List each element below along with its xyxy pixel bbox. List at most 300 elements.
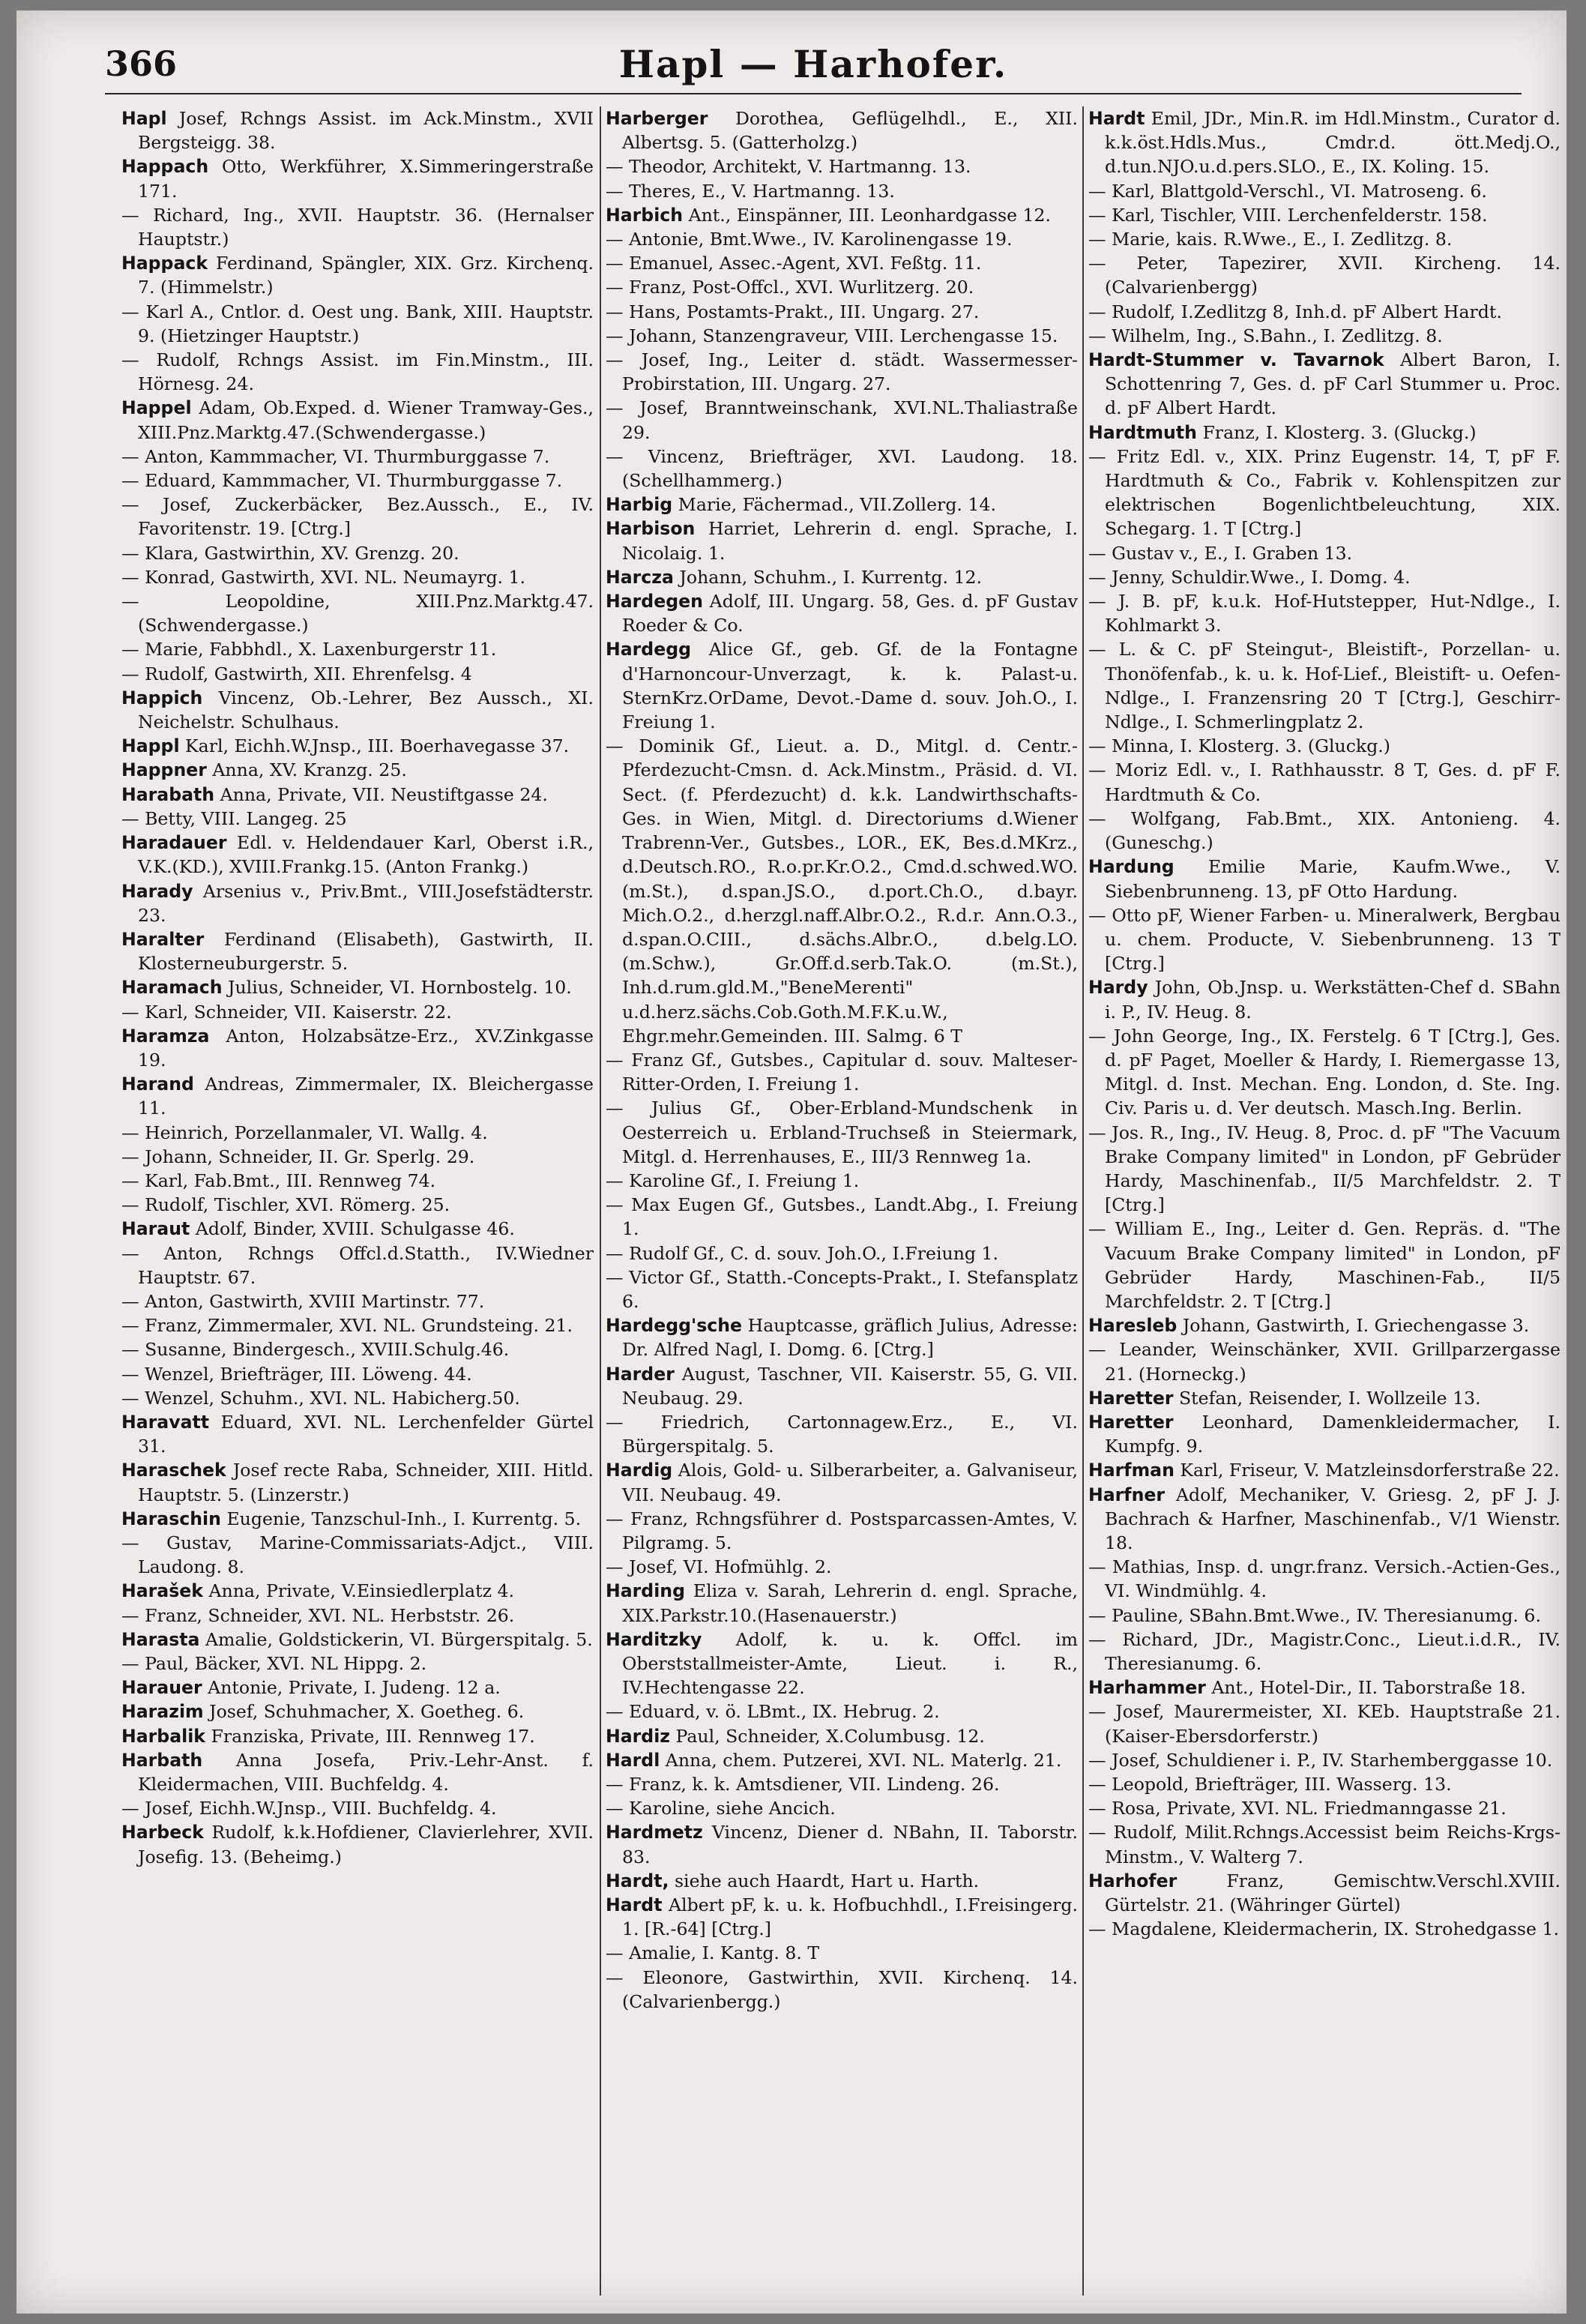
- entry-details: — L. & C. pF Steingut-, Bleistift-, Porzellan- u. Thonöfenfab., k. u. k. Hof-Lief., Bleistift- u. Oefen-Ndlge., I. Franzensring 20 T [Ctrg.], Geschirr-Ndlge., I. Schmerlingplatz 2.: [1088, 639, 1561, 733]
- entry-details: — Theodor, Architekt, V. Hartmanng. 13.: [606, 156, 971, 178]
- entry-surname: Haraut: [121, 1218, 190, 1240]
- entry-details: — Antonie, Bmt.Wwe., IV. Karolinengasse 19.: [606, 229, 1013, 250]
- entry-surname: Harfman: [1088, 1460, 1175, 1481]
- directory-entry: [121, 1289, 594, 1313]
- directory-entry: [121, 251, 594, 299]
- entry-details: Emilie Marie, Kaufm.Wwe., V. Siebenbrunneng. 13, pF Otto Hardung.: [1105, 856, 1561, 902]
- directory-entry: [121, 1217, 594, 1241]
- entry-surname: Happner: [121, 759, 207, 781]
- entry-details: Ferdinand, Spängler, XIX. Grz. Kirchenq. 7. (Himmelstr.): [138, 253, 594, 298]
- directory-entry: [121, 734, 594, 758]
- directory-entry: [1088, 975, 1561, 1023]
- directory-entry: [121, 927, 594, 975]
- directory-entry: [1088, 1483, 1561, 1556]
- directory-entry: [1088, 251, 1561, 299]
- directory-entry: [606, 1941, 1078, 1965]
- entry-details: Edl. v. Heldendauer Karl, Oberst i.R., V.K.(KD.), XVIII.Frankg.15. (Anton Frankg.): [138, 832, 594, 878]
- directory-entry: [1088, 1458, 1561, 1482]
- entry-surname: Hardegg: [606, 639, 691, 660]
- directory-entry: [121, 1676, 594, 1700]
- entry-details: Alois, Gold- u. Silberarbeiter, a. Galvaniseur, VII. Neubaug. 49.: [622, 1460, 1078, 1505]
- entry-details: — Karoline, siehe Anciсh.: [606, 1798, 836, 1819]
- entry-details: — Rudolf, Rchngs Assist. im Fin.Minstm., III. Hörnesg. 24.: [121, 349, 594, 395]
- entry-details: — Franz, k. k. Amtsdiener, VII. Lindeng. 26.: [606, 1774, 1000, 1795]
- entry-details: — Richard, Ing., XVII. Hauptstr. 36. (Hernalser Hauptstr.): [121, 204, 594, 250]
- entry-details: John, Ob.Jnsp. u. Werkstätten-Chef d. SBahn i. P., IV. Heug. 8.: [1105, 977, 1561, 1023]
- directory-entry: [1088, 1628, 1561, 1676]
- directory-entry: [121, 541, 594, 565]
- directory-entry: [121, 493, 594, 541]
- directory-entry: [606, 251, 1078, 275]
- entry-details: — Max Eugen Gf., Gutsbes., Landt.Abg., I. Freiung 1.: [606, 1194, 1078, 1240]
- entry-details: — Betty, VIII. Langeg. 25: [121, 807, 347, 829]
- directory-entry: [606, 445, 1078, 493]
- entry-details: Arsenius v., Priv.Bmt., VIII.Josefstädterstr. 23.: [138, 880, 594, 926]
- entry-details: Josef, Rchngs Assist. im Ack.Minstm., XVII Bergsteigg. 38.: [138, 108, 594, 154]
- directory-entry: [121, 1169, 594, 1193]
- entry-details: — Leopold, Briefträger, III. Wasserg. 13.: [1088, 1774, 1452, 1795]
- entry-details: Franziska, Private, III. Rennweg 17.: [211, 1725, 535, 1747]
- entry-surname: Harbeck: [121, 1822, 204, 1843]
- directory-entry: [121, 1507, 594, 1531]
- directory-entry: [1088, 106, 1561, 179]
- entry-details: — Anton, Gastwirth, XVIII Martinstr. 77.: [121, 1290, 485, 1312]
- entry-details: — Heinrich, Porzellanmaler, VI. Wallg. 4.: [121, 1122, 488, 1143]
- entry-surname: Harbig: [606, 494, 673, 516]
- entry-details: Andreas, Zimmermaler, IX. Bleichergasse 11.: [138, 1074, 594, 1119]
- column-divider: [600, 106, 601, 2296]
- directory-entry: [1088, 203, 1561, 227]
- entry-surname: Haraschin: [121, 1508, 221, 1529]
- directory-entry: [121, 106, 594, 154]
- directory-page: [16, 10, 1567, 2314]
- entry-details: — Franz, Post-Offcl., XVI. Wurlitzerg. 20.: [606, 277, 974, 298]
- entry-surname: Harasta: [121, 1628, 200, 1650]
- entry-details: — John George, Ing., IX. Ferstelg. 6 T [Ctrg.], Ges. d. pF Paget, Moeller & Hardy, I. Riemergasse 13, Mitgl. d. Inst. Mechan. Eng. London, d. Ste. Ing. Civ. Paris u. d. Ver deutsch. Masch.Ing. Berlin.: [1088, 1025, 1561, 1119]
- directory-entry: [606, 1410, 1078, 1458]
- directory-entry: [1088, 565, 1561, 589]
- entry-surname: Hardt,: [606, 1870, 669, 1891]
- directory-entry: [606, 1748, 1078, 1772]
- entry-surname: Happich: [121, 687, 203, 708]
- directory-entry: [121, 1458, 594, 1506]
- entry-details: — Klara, Gastwirthin, XV. Grenzg. 20.: [121, 542, 459, 564]
- directory-entry: [121, 1386, 594, 1410]
- entry-details: Johann, Schuhm., I. Kurrentg. 12.: [679, 566, 983, 588]
- entry-details: — Julius Gf., Ober-Erbland-Mundschenk in Oesterreich u. Erbland-Truchseß in Steiermark, Mitgl. d. Herrenhauses, E., III/3 Rennweg 1a.: [606, 1098, 1078, 1167]
- directory-entry: [606, 637, 1078, 734]
- entry-details: Stefan, Reisender, I. Wollzeile 13.: [1179, 1387, 1481, 1409]
- directory-entry: [606, 1893, 1078, 1941]
- directory-entry: [1088, 1337, 1561, 1385]
- entry-details: — Josef, Branntweinschank, XVI.NL.Thaliastraße 29.: [606, 397, 1078, 443]
- entry-details: — Susanne, Bindergesch., XVIII.Schulg.46.: [121, 1339, 510, 1361]
- entry-details: — Amalie, I. Kantg. 8. T: [606, 1942, 820, 1964]
- directory-entry: [121, 662, 594, 686]
- entry-details: Paul, Schneider, X.Columbusg. 12.: [675, 1725, 985, 1747]
- entry-details: Dorothea, Geflügelhdl., E., XII. Albertsg. 5. (Gatterholzg.): [622, 108, 1078, 154]
- directory-entry: [606, 565, 1078, 589]
- entry-surname: Happel: [121, 397, 192, 419]
- entry-surname: Harberger: [606, 108, 708, 129]
- entry-surname: Hardegen: [606, 591, 703, 612]
- entry-details: Amalie, Goldstickerin, VI. Bürgerspitalg. 5.: [205, 1628, 593, 1650]
- entry-details: August, Taschner, VII. Kaiserstr. 55, G. VII. Neubaug. 29.: [622, 1363, 1078, 1409]
- entry-surname: Hardtmuth: [1088, 421, 1197, 443]
- column-3: [1088, 106, 1561, 2296]
- entry-details: Julius, Schneider, VI. Hornbostelg. 10.: [228, 977, 572, 999]
- directory-entry: [606, 1362, 1078, 1410]
- entry-details: Alice Gf., geb. Gf. de la Fontagne d'Harnoncour-Unverzagt, k. k. Palast-u. SternKrz.OrDame, Devot.-Dame d. souv. Joh.O., I. Freiung 1.: [622, 639, 1078, 733]
- entry-details: — Karl A., Cntlor. d. Oest ung. Bank, XIII. Hauptstr. 9. (Hietzinger Hauptstr.): [121, 301, 594, 346]
- entry-details: — Josef, Maurermeister, XI. KEb. Hauptstraße 21. (Kaiser-Ebersdorferstr.): [1088, 1701, 1561, 1747]
- entry-details: — Paul, Bäcker, XVI. NL Hippg. 2.: [121, 1653, 427, 1674]
- directory-entry: [606, 517, 1078, 565]
- entry-details: Anna, chem. Putzerei, XVI. NL. Materlg. 21.: [665, 1749, 1062, 1771]
- directory-entry: [606, 300, 1078, 324]
- entry-details: — Karl, Fab.Bmt., III. Rennweg 74.: [121, 1169, 436, 1191]
- directory-entry: [1088, 1748, 1561, 1772]
- entry-surname: Hardmetz: [606, 1822, 703, 1843]
- directory-entry: [1088, 1917, 1561, 1941]
- directory-entry: [121, 783, 594, 807]
- entry-details: — Minna, I. Klosterg. 3. (Gluckg.): [1088, 735, 1391, 757]
- entry-details: — Otto pF, Wiener Farben- u. Mineralwerk, Bergbau u. chem. Producte, V. Siebenbrunneng. 13 T [Ctrg.]: [1088, 904, 1561, 975]
- page-number: 366: [105, 43, 178, 84]
- entry-details: Harriet, Lehrerin d. engl. Sprache, I. Nicolaig. 1.: [622, 518, 1078, 564]
- entry-details: Josef recte Raba, Schneider, XIII. Hitld. Hauptstr. 5. (Linzerstr.): [138, 1460, 594, 1505]
- column-2: [606, 106, 1078, 2296]
- directory-entry: [1088, 807, 1561, 855]
- entry-surname: Haraschek: [121, 1460, 226, 1481]
- directory-entry: [121, 1000, 594, 1024]
- directory-entry: [1088, 1604, 1561, 1628]
- directory-entry: [1088, 541, 1561, 565]
- entry-details: — Karl, Schneider, VII. Kaiserstr. 22.: [121, 1001, 452, 1023]
- directory-entry: [1088, 758, 1561, 806]
- entry-details: — Leopoldine, XIII.Pnz.Marktg.47.(Schwendergasse.): [121, 591, 594, 636]
- entry-surname: Haravatt: [121, 1411, 210, 1433]
- directory-entry: [1088, 1676, 1561, 1700]
- entry-details: Josef, Schuhmacher, X. Goetheg. 6.: [209, 1701, 525, 1723]
- entry-surname: Happach: [121, 156, 209, 178]
- entry-details: — Johann, Stanzengraveur, VIII. Lerchengasse 15.: [606, 325, 1058, 346]
- entry-surname: Haradauer: [121, 832, 227, 854]
- directory-entry: [1088, 227, 1561, 251]
- directory-entry: [606, 1966, 1078, 2014]
- directory-entry: [121, 1362, 594, 1386]
- directory-entry: [606, 1579, 1078, 1627]
- entry-details: — Magdalene, Kleidermacherin, IX. Strohedgasse 1.: [1088, 1918, 1559, 1940]
- directory-entry: [606, 493, 1078, 517]
- entry-surname: Harazim: [121, 1701, 204, 1723]
- directory-entry: [606, 179, 1078, 203]
- entry-details: — Theres, E., V. Hartmanng. 13.: [606, 180, 895, 202]
- entry-surname: Hardl: [606, 1749, 660, 1771]
- entry-details: — Wilhelm, Ing., S.Bahn., I. Zedlitzg. 8.: [1088, 325, 1443, 346]
- entry-surname: Hardig: [606, 1460, 673, 1481]
- entry-details: Vincenz, Diener d. NBahn, II. Taborstr. 83.: [622, 1822, 1078, 1867]
- directory-entry: [1088, 734, 1561, 758]
- directory-entry: [606, 275, 1078, 299]
- entry-details: — Mathias, Insp. d. ungr.franz. Versich.-Actien-Ges., VI. Windmühlg. 4.: [1088, 1556, 1561, 1602]
- directory-entry: [121, 1193, 594, 1217]
- directory-entry: [606, 1628, 1078, 1700]
- directory-entry: [606, 1700, 1078, 1724]
- directory-entry: [606, 348, 1078, 396]
- directory-entry: [1088, 1024, 1561, 1121]
- directory-entry: [121, 203, 594, 251]
- directory-entry: [606, 1096, 1078, 1169]
- entry-surname: Hardt-Stummer v. Tavarnok: [1088, 349, 1384, 371]
- entry-surname: Harašek: [121, 1580, 203, 1602]
- entry-details: — Friedrich, Cartonnagew.Erz., E., VI. Bürgerspitalg. 5.: [606, 1411, 1078, 1457]
- entry-details: — Josef, Zuckerbäcker, Bez.Aussch., E., IV. Favoritenstr. 19. [Ctrg.]: [121, 494, 594, 540]
- entry-surname: Harabath: [121, 783, 215, 805]
- directory-entry: [1088, 1121, 1561, 1217]
- entry-details: Anna Josefa, Priv.-Lehr-Anst. f. Kleidermachen, VIII. Buchfeldg. 4.: [138, 1749, 594, 1795]
- directory-entry: [1088, 855, 1561, 903]
- entry-details: — Anton, Kammmacher, VI. Thurmburggasse 7.: [121, 445, 550, 467]
- entry-details: Anna, XV. Kranzg. 25.: [212, 759, 407, 781]
- entry-surname: Harbison: [606, 518, 696, 540]
- entry-surname: Harbich: [606, 204, 684, 226]
- directory-entry: [121, 589, 594, 637]
- directory-entry: [1088, 589, 1561, 637]
- directory-entry: [121, 1579, 594, 1603]
- directory-entry: [1088, 1555, 1561, 1603]
- entry-surname: Harand: [121, 1074, 194, 1095]
- directory-entry: [1088, 1217, 1561, 1313]
- entry-details: Albert Baron, I. Schottenring 7, Ges. d. pF Carl Stummer u. Proc. d. pF Albert Hardt.: [1105, 349, 1561, 419]
- entry-details: Johann, Gastwirth, I. Griechengasse 3.: [1182, 1315, 1530, 1337]
- entry-surname: Harder: [606, 1363, 675, 1385]
- entry-surname: Harbalik: [121, 1725, 205, 1747]
- directory-entry: [121, 1724, 594, 1748]
- entry-details: — Eduard, v. ö. LBmt., IX. Hebrug. 2.: [606, 1701, 940, 1723]
- entry-details: — Josef, Eichh.W.Jnsp., VIII. Buchfeldg. 4.: [121, 1798, 497, 1819]
- entry-details: — Eduard, Kammmacher, VI. Thurmburggasse 7.: [121, 470, 563, 492]
- directory-entry: [121, 1748, 594, 1796]
- directory-entry: [121, 469, 594, 493]
- directory-entry: [121, 300, 594, 348]
- entry-surname: Haretter: [1088, 1387, 1174, 1409]
- directory-entry: [1088, 348, 1561, 421]
- entry-surname: Haramza: [121, 1025, 210, 1047]
- entry-details: — Emanuel, Assec.-Agent, XVI. Feßtg. 11.: [606, 253, 982, 274]
- directory-entry: [606, 203, 1078, 227]
- directory-entry: [1088, 1410, 1561, 1458]
- directory-entry: [606, 106, 1078, 154]
- page-header: [105, 40, 1522, 94]
- entry-details: Karl, Eichh.W.Jnsp., III. Boerhavegasse 37.: [185, 735, 570, 757]
- entry-details: Leonhard, Damenkleidermacher, I. Kumpfg. 9.: [1105, 1411, 1561, 1457]
- directory-entry: [606, 589, 1078, 637]
- entry-details: Adolf, III. Ungarg. 58, Ges. d. pF Gustav Roeder & Co.: [622, 591, 1078, 636]
- directory-entry: [606, 1265, 1078, 1313]
- entry-surname: Haralter: [121, 928, 205, 950]
- entry-details: — Karl, Tischler, VIII. Lerchenfelderstr. 158.: [1088, 204, 1488, 226]
- entry-details: — Leander, Weinschänker, XVII. Grillparzergasse 21. (Horneckg.): [1088, 1339, 1561, 1385]
- entry-details: — Victor Gf., Statth.-Concepts-Prakt., I. Stefansplatz 6.: [606, 1266, 1078, 1312]
- entry-details: Eduard, XVI. NL. Lerchenfelder Gürtel 31.: [138, 1411, 594, 1457]
- entry-details: — Rosa, Private, XVI. NL. Friedmanngasse 21.: [1088, 1798, 1507, 1819]
- entry-details: Rudolf, k.k.Hofdiener, Clavierlehrer, XVII. Josefig. 13. (Beheimg.): [138, 1822, 594, 1867]
- directory-entry: [606, 734, 1078, 1048]
- directory-entry: [606, 1241, 1078, 1265]
- entry-details: — Moriz Edl. v., I. Rathhausstr. 8 T, Ges. d. pF F. Hardtmuth & Co.: [1088, 759, 1561, 805]
- entry-details: Adam, Ob.Exped. d. Wiener Tramway-Ges., XIII.Pnz.Marktg.47.(Schwendergasse.): [138, 397, 594, 443]
- entry-surname: Happl: [121, 735, 180, 757]
- entry-details: — Josef, Schuldiener i. P., IV. Starhemberggasse 10.: [1088, 1749, 1553, 1771]
- entry-details: Adolf, Binder, XVIII. Schulgasse 46.: [195, 1218, 515, 1240]
- entry-surname: Hardiz: [606, 1725, 671, 1747]
- entry-surname: Hardung: [1088, 856, 1175, 878]
- directory-entry: [121, 1628, 594, 1652]
- directory-entry: [121, 1700, 594, 1724]
- directory-entry: [121, 1024, 594, 1072]
- entry-details: Vincenz, Ob.-Lehrer, Bez Aussch., XI. Neichelstr. Schulhaus.: [138, 687, 594, 733]
- directory-entry: [1088, 445, 1561, 541]
- entry-details: — Jenny, Schuldir.Wwe., I. Domg. 4.: [1088, 566, 1411, 588]
- directory-entry: [121, 879, 594, 927]
- directory-entry: [606, 1507, 1078, 1555]
- entry-details: Anna, Private, VII. Neustiftgasse 24.: [220, 783, 548, 805]
- directory-entry: [606, 1724, 1078, 1748]
- column-1: [121, 106, 594, 2296]
- entry-details: Marie, Fächermad., VII.Zollerg. 14.: [678, 494, 996, 516]
- directory-entry: [1088, 1869, 1561, 1917]
- directory-entry: [121, 686, 594, 734]
- directory-entry: [121, 1337, 594, 1361]
- column-divider: [1082, 106, 1084, 2296]
- entry-details: — Karl, Blattgold-Verschl., VI. Matroseng. 6.: [1088, 180, 1487, 202]
- entry-details: — Jos. R., Ing., IV. Heug. 8, Proc. d. pF "The Vacuum Brake Company limited" in London, pF Gebrüder Hardy, Maschinenfab., II/5 Marchfeldstr. 2. T [Ctrg.]: [1088, 1122, 1561, 1216]
- directory-entry: [1088, 1772, 1561, 1796]
- entry-details: Eugenie, Tanzschul-Inh., I. Kurrentg. 5.: [226, 1508, 582, 1529]
- entry-surname: Harcza: [606, 566, 674, 588]
- entry-surname: Harauer: [121, 1677, 202, 1699]
- directory-entry: [121, 565, 594, 589]
- directory-entry: [606, 1313, 1078, 1361]
- entry-details: Ferdinand (Elisabeth), Gastwirth, II. Klosterneuburgerstr. 5.: [138, 928, 594, 975]
- entry-details: — Eleonore, Gastwirthin, XVII. Kirchenq. 14. (Calvarienbergg.): [606, 1966, 1078, 2012]
- entry-surname: Harady: [121, 880, 193, 902]
- directory-entry: [1088, 903, 1561, 976]
- directory-entry: [121, 1072, 594, 1120]
- directory-entry: [606, 396, 1078, 444]
- entry-surname: Harhammer: [1088, 1677, 1206, 1699]
- entry-details: Antonie, Private, I. Judeng. 12 a.: [208, 1677, 501, 1699]
- entry-details: — Wolfgang, Fab.Bmt., XIX. Antonieng. 4. (Guneschg.): [1088, 807, 1561, 854]
- entry-details: — Anton, Rchngs Offcl.d.Statth., IV.Wiedner Hauptstr. 67.: [121, 1242, 594, 1288]
- directory-entry: [121, 1241, 594, 1289]
- entry-surname: Hapl: [121, 108, 167, 129]
- entry-details: — Peter, Tapezirer, XVII. Kircheng. 14. (Calvarienbergg): [1088, 253, 1561, 298]
- entry-details: — Rudolf, Tischler, XVI. Römerg. 25.: [121, 1194, 450, 1216]
- entry-surname: Harhofer: [1088, 1870, 1178, 1891]
- entry-surname: Hardegg'sche: [606, 1315, 743, 1337]
- entry-surname: Hardy: [1088, 977, 1148, 999]
- directory-entry: [1088, 1700, 1561, 1747]
- directory-entry: [121, 1531, 594, 1579]
- directory-entry: [121, 154, 594, 202]
- entry-details: — Fritz Edl. v., XIX. Prinz Eugenstr. 14, T, pF F. Hardtmuth & Co., Fabrik v. Kohlenspitzen zur elektrischen Bogenlichtbeleuchtung, XIX. Schegarg. 1. T [Ctrg.]: [1088, 445, 1561, 540]
- entry-details: — Gustav, Marine-Commissariats-Adjct., VIII. Laudong. 8.: [121, 1532, 594, 1578]
- entry-details: siehe auch Haardt, Hart u. Harth.: [674, 1870, 980, 1891]
- entry-details: — Franz, Zimmermaler, XVI. NL. Grundsteing. 21.: [121, 1315, 573, 1337]
- directory-entry: [1088, 1820, 1561, 1868]
- entry-surname: Haresleb: [1088, 1315, 1178, 1337]
- entry-details: — Franz, Rchngsführer d. Postsparcassen-Amtes, V. Pilgramg. 5.: [606, 1508, 1078, 1553]
- directory-entry: [1088, 179, 1561, 203]
- directory-entry: [606, 1458, 1078, 1506]
- directory-entry: [1088, 1313, 1561, 1337]
- directory-entry: [121, 396, 594, 444]
- directory-entry: [606, 324, 1078, 348]
- entry-details: — William E., Ing., Leiter d. Gen. Repräs. d. "The Vacuum Brake Company limited" in London, pF Gebrüder Hardy, Maschinen-Fab., II/5 Marchfeldstr. 2. T [Ctrg.]: [1088, 1218, 1561, 1312]
- entry-surname: Hardt: [606, 1894, 663, 1916]
- entry-details: Anna, Private, V.Einsiedlerplatz 4.: [208, 1580, 515, 1602]
- directory-entry: [606, 1772, 1078, 1796]
- entry-details: — Wenzel, Briefträger, III. Löweng. 44.: [121, 1363, 472, 1385]
- entry-details: — Hans, Postamts-Prakt., III. Ungarg. 27.: [606, 301, 980, 322]
- entry-surname: Hardt: [1088, 108, 1145, 129]
- entry-details: — Marie, Fabbhdl., X. Laxenburgerstr 11.: [121, 639, 497, 660]
- directory-entry: [121, 1820, 594, 1868]
- entry-details: Ant., Hotel-Dir., II. Taborstraße 18.: [1211, 1677, 1526, 1699]
- entry-details: — Pauline, SBahn.Bmt.Wwe., IV. Theresianumg. 6.: [1088, 1604, 1541, 1626]
- directory-entry: [606, 154, 1078, 178]
- entry-details: — Rudolf, Milit.Rchngs.Accessist beim Reichs-Krgs-Minstm., V. Walterg 7.: [1088, 1822, 1561, 1867]
- directory-entry: [121, 1410, 594, 1458]
- entry-details: — Gustav v., E., I. Graben 13.: [1088, 542, 1353, 564]
- directory-entry: [1088, 637, 1561, 734]
- entry-surname: Haretter: [1088, 1411, 1174, 1433]
- entry-surname: Harbath: [121, 1749, 203, 1771]
- directory-entry: [1088, 421, 1561, 445]
- directory-entry: [121, 637, 594, 661]
- directory-entry: [606, 1169, 1078, 1193]
- entry-details: Eliza v. Sarah, Lehrerin d. engl. Sprache, XIX.Parkstr.10.(Hasenauerstr.): [622, 1580, 1078, 1626]
- directory-entry: [1088, 1796, 1561, 1820]
- entry-details: — Josef, VI. Hofmühlg. 2.: [606, 1556, 832, 1578]
- entry-details: Emil, JDr., Min.R. im Hdl.Minstm., Curator d. k.k.öst.Hdls.Mus., Cmdr.d. ött.Medj.O., d.tun.NJO.u.d.pers.SLO., E., IX. Koling. 15.: [1105, 108, 1561, 178]
- directory-entry: [606, 1555, 1078, 1579]
- entry-details: Anton, Holzabsätze-Erz., XV.Zinkgasse 19.: [138, 1025, 594, 1071]
- directory-entry: [121, 1796, 594, 1820]
- entry-details: — Rudolf, I.Zedlitzg 8, Inh.d. pF Albert Hardt.: [1088, 301, 1502, 322]
- directory-entry: [121, 445, 594, 469]
- directory-entry: [121, 1652, 594, 1676]
- entry-details: — Josef, Ing., Leiter d. städt. Wassermesser-Probirstation, III. Ungarg. 27.: [606, 349, 1078, 395]
- entry-details: Franz, Gemischtw.Verschl.XVIII. Gürtelstr. 21. (Währinger Gürtel): [1105, 1870, 1561, 1916]
- entry-surname: Harditzky: [606, 1628, 702, 1650]
- entry-details: Karl, Friseur, V. Matzleinsdorferstraße 22.: [1180, 1460, 1560, 1481]
- entry-details: — Richard, JDr., Magistr.Conc., Lieut.i.d.R., IV. Theresianumg. 6.: [1088, 1628, 1561, 1674]
- directory-entry: [606, 227, 1078, 251]
- entry-details: — Johann, Schneider, II. Gr. Sperlg. 29.: [121, 1146, 475, 1167]
- directory-entry: [606, 1820, 1078, 1868]
- entry-details: Albert pF, k. u. k. Hofbuchhdl., I.Freisingerg. 1. [R.-64] [Ctrg.]: [622, 1894, 1078, 1940]
- directory-entry: [606, 1048, 1078, 1096]
- directory-entry: [1088, 324, 1561, 348]
- entry-details: Hauptcasse, gräflich Julius, Adresse: Dr. Alfred Nagl, I. Domg. 6. [Ctrg.]: [622, 1315, 1078, 1361]
- entry-details: Ant., Einspänner, III. Leonhardgasse 12.: [688, 204, 1052, 226]
- entry-details: — Rudolf Gf., C. d. souv. Joh.O., I.Freiung 1.: [606, 1242, 999, 1264]
- directory-entry: [121, 1604, 594, 1628]
- entry-details: Otto, Werkführer, X.Simmeringerstraße 171.: [138, 156, 594, 202]
